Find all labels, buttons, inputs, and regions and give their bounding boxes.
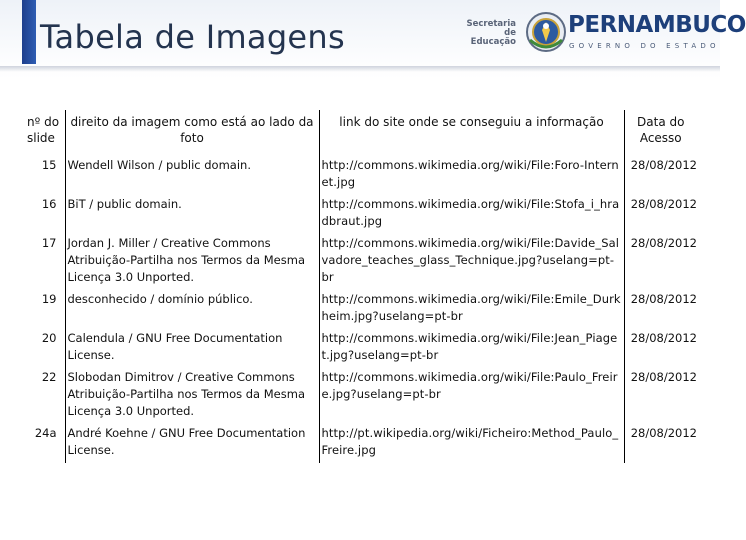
cell-slide-number: 16	[25, 195, 65, 234]
header-image-rights: direito da imagem como está ao lado da foto	[65, 110, 319, 156]
cell-slide-number: 24a	[25, 424, 65, 463]
header-accent-bar	[22, 0, 36, 64]
slide-title: Tabela de Imagens	[40, 18, 345, 56]
cell-access-date: 28/08/2012	[630, 331, 697, 345]
cell-image-rights: André Koehne / GNU Free Documentation License.	[65, 424, 319, 463]
brand-name: PERNAMBUCO	[568, 12, 746, 38]
pernambuco-logo	[454, 10, 746, 56]
cell-slide-number: 19	[25, 290, 65, 329]
table-row	[25, 329, 697, 368]
cell-source-link[interactable]: http://pt.wikipedia.org/wiki/Ficheiro:Method_Paulo_Freire.jpg	[319, 424, 624, 463]
cell-slide-number: 15	[25, 156, 65, 195]
brand-subtitle: GOVERNO DO ESTADO	[569, 42, 720, 50]
cell-slide-number: 17	[25, 234, 65, 290]
cell-image-rights: Wendell Wilson / public domain.	[65, 156, 319, 195]
coat-of-arms-icon	[524, 10, 568, 54]
cell-access-date: 28/08/2012	[630, 236, 697, 250]
cell-image-rights: Slobodan Dimitrov / Creative Commons Atribuição-Partilha nos Termos da Mesma Licença 3.0 Unported.	[65, 368, 319, 424]
cell-source-link[interactable]: http://commons.wikimedia.org/wiki/File:Davide_Salvadore_teaches_glass_Technique.jpg?uselang=pt-br	[319, 234, 624, 290]
cell-image-rights: BiT / public domain.	[65, 195, 319, 234]
cell-source-link[interactable]: http://commons.wikimedia.org/wiki/File:Foro-Internet.jpg	[319, 156, 624, 195]
secretaria-line-2: Educação	[470, 37, 516, 47]
table-row	[25, 195, 697, 234]
header-source-link: link do site onde se conseguiu a informação	[319, 110, 624, 156]
cell-slide-number: 22	[25, 368, 65, 424]
cell-access-date: 28/08/2012	[630, 426, 697, 440]
header-access-date: Data do Acesso	[637, 115, 685, 145]
cell-source-link[interactable]: http://commons.wikimedia.org/wiki/File:Jean_Piaget.jpg?uselang=pt-br	[319, 329, 624, 368]
cell-image-rights: Jordan J. Miller / Creative Commons Atribuição-Partilha nos Termos da Mesma Licença 3.0 Unported.	[65, 234, 319, 290]
cell-access-date: 28/08/2012	[630, 158, 697, 172]
cell-access-date: 28/08/2012	[630, 197, 697, 211]
table-row	[25, 290, 697, 329]
table-row	[25, 368, 697, 424]
images-table	[25, 110, 697, 463]
cell-access-date: 28/08/2012	[630, 292, 697, 306]
cell-image-rights: desconhecido / domínio público.	[65, 290, 319, 329]
cell-access-date: 28/08/2012	[630, 370, 697, 384]
table-row	[25, 234, 697, 290]
header-divider	[0, 66, 720, 72]
slide-header	[0, 0, 746, 72]
header-slide-number: nº do slide	[25, 110, 65, 156]
secretaria-line-1: Secretaria de	[466, 19, 516, 38]
cell-image-rights: Calendula / GNU Free Documentation License.	[65, 329, 319, 368]
cell-source-link[interactable]: http://commons.wikimedia.org/wiki/File:Emile_Durkheim.jpg?uselang=pt-br	[319, 290, 624, 329]
cell-source-link[interactable]: http://commons.wikimedia.org/wiki/File:Paulo_Freire.jpg?uselang=pt-br	[319, 368, 624, 424]
table-row	[25, 156, 697, 195]
secretaria-label	[454, 20, 516, 47]
cell-source-link[interactable]: http://commons.wikimedia.org/wiki/File:Stofa_i_hradbraut.jpg	[319, 195, 624, 234]
cell-slide-number: 20	[25, 329, 65, 368]
table-row	[25, 424, 697, 463]
table-header-row	[25, 110, 697, 156]
